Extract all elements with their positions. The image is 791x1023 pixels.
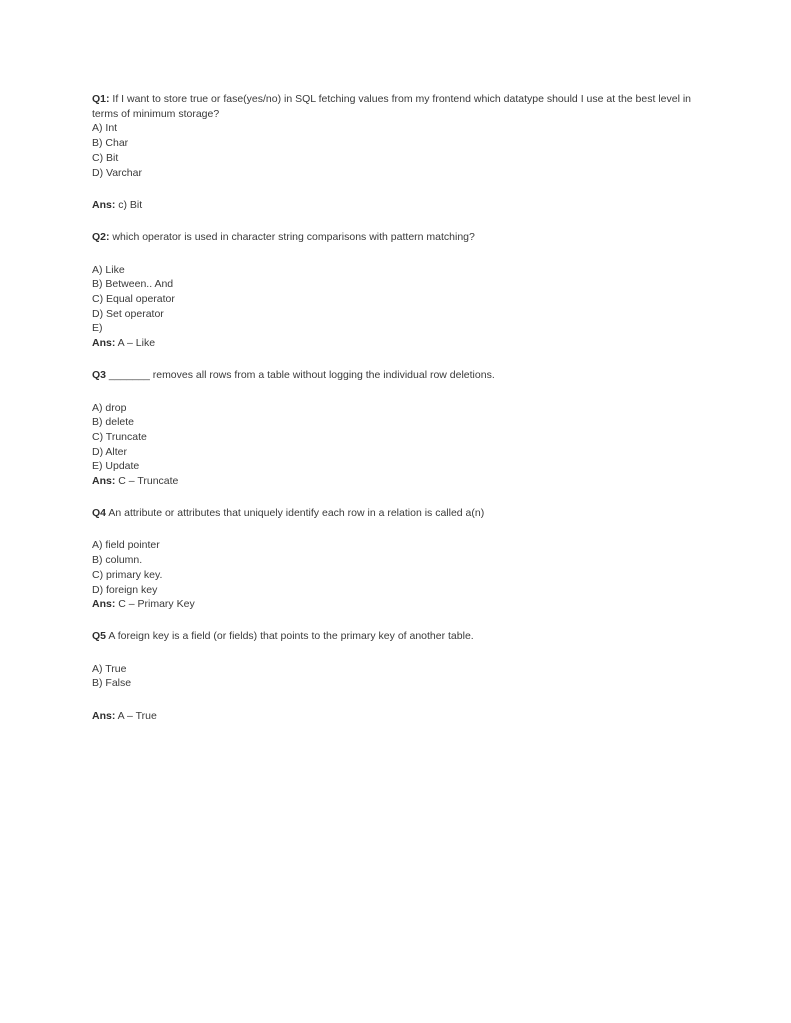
question-text (92, 506, 702, 521)
option: A) True (92, 662, 127, 675)
option: C) Equal operator (92, 293, 175, 306)
spacer (92, 383, 702, 401)
question-body: An attribute or attributes that uniquely identify each row in a relation is called a(n) (106, 506, 485, 519)
option: B) Char (92, 137, 129, 150)
option: A) Int (92, 122, 118, 135)
answer-label: Ans: (92, 598, 116, 611)
document-page (92, 92, 702, 724)
spacer (92, 245, 702, 263)
option: B) Between.. And (92, 278, 174, 291)
answer (92, 198, 702, 213)
answer-text: C – Truncate (115, 475, 179, 488)
question-label: Q5 (92, 629, 107, 642)
option: D) foreign key (92, 583, 158, 596)
question-3 (92, 368, 702, 489)
option: E) (92, 322, 103, 335)
answer (92, 474, 702, 489)
option: A) drop (92, 401, 127, 414)
answer-label: Ans: (92, 710, 116, 723)
answer (92, 336, 702, 351)
spacer (92, 520, 702, 538)
question-text (92, 230, 702, 245)
question-body: which operator is used in character string comparisons with pattern matching? (109, 230, 475, 243)
answer-text: C – Primary Key (115, 598, 195, 611)
spacer (92, 351, 702, 368)
question-text (92, 629, 702, 644)
question-text (92, 92, 702, 121)
option: D) Set operator (92, 307, 164, 320)
answer-text: A – Like (115, 337, 156, 350)
question-body: A foreign key is a field (or fields) that points to the primary key of another table. (106, 629, 474, 642)
question-1 (92, 92, 702, 213)
answer (92, 597, 702, 612)
option: C) primary key. (92, 568, 163, 581)
option: E) Update (92, 460, 140, 473)
question-label: Q1: (92, 93, 110, 105)
option: D) Alter (92, 445, 128, 458)
answer-text: c) Bit (115, 199, 143, 212)
option: A) field pointer (92, 539, 160, 552)
spacer (92, 489, 702, 506)
option: B) delete (92, 416, 135, 429)
option: D) Varchar (92, 166, 142, 179)
question-label: Q2: (92, 230, 110, 243)
question-body: _______ removes all rows from a table without logging the individual row deletions. (106, 368, 495, 381)
question-label: Q4 (92, 506, 107, 519)
option: C) Bit (92, 151, 119, 164)
option: B) column. (92, 554, 143, 567)
option: A) Like (92, 263, 125, 276)
answer-label: Ans: (92, 337, 116, 350)
answer-label: Ans: (92, 475, 116, 488)
spacer (92, 691, 702, 709)
option: B) False (92, 677, 132, 690)
question-2 (92, 230, 702, 351)
question-text (92, 368, 702, 383)
spacer (92, 213, 702, 230)
spacer (92, 644, 702, 662)
answer-label: Ans: (92, 199, 116, 212)
answer (92, 709, 702, 724)
option: C) Truncate (92, 430, 147, 443)
spacer (92, 180, 702, 198)
question-4 (92, 506, 702, 612)
answer-text: A – True (115, 710, 157, 723)
spacer (92, 612, 702, 629)
question-body: If I want to store true or fase(yes/no) in SQL fetching values from my frontend which datatype should I use at the best level in terms of minimum storage? (92, 93, 694, 120)
question-5 (92, 629, 702, 724)
question-label: Q3 (92, 368, 107, 381)
